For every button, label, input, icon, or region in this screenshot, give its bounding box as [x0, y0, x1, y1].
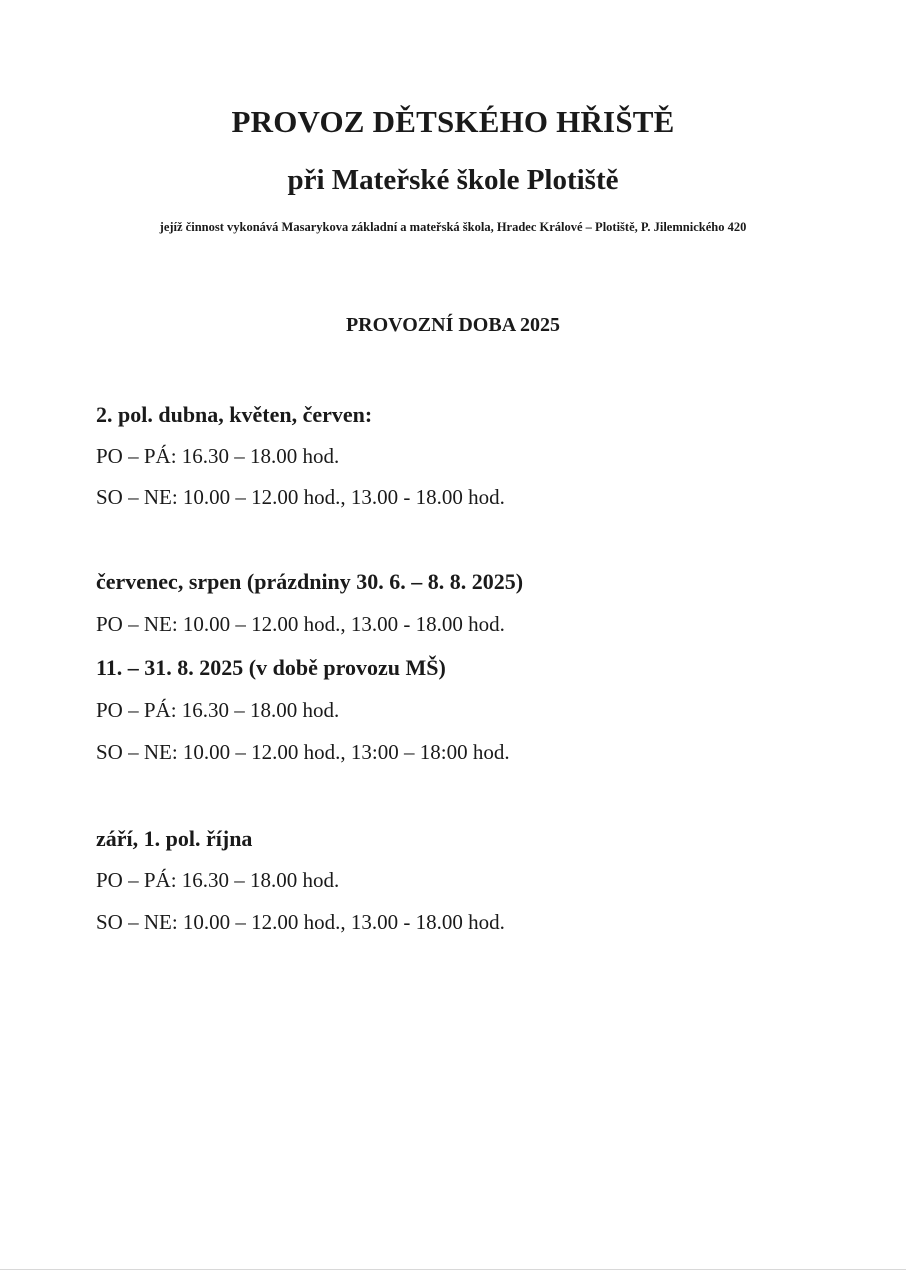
hours-line: SO – NE: 10.00 – 12.00 hod., 13.00 - 18.00 hod. — [96, 910, 505, 934]
hours-line: PO – PÁ: 16.30 – 18.00 hod. — [96, 698, 340, 722]
opening-hours-heading: PROVOZNÍ DOBA 2025 — [345, 314, 561, 336]
operator-note: jejíž činnost vykonává Masarykova základní a mateřská škola, Hradec Králové – Plotiště, P. Jilemnického 420 — [159, 220, 747, 234]
hours-line: PO – NE: 10.00 – 12.00 hod., 13.00 - 18.00 hod. — [96, 612, 505, 636]
hours-line: PO – PÁ: 16.30 – 18.00 hod. — [96, 868, 340, 892]
hours-line: SO – NE: 10.00 – 12.00 hod., 13.00 - 18.00 hod. — [96, 485, 505, 509]
page-edge-rule — [0, 1269, 906, 1270]
section-heading-summer-holidays: červenec, srpen (prázdniny 30. 6. – 8. 8. 2025) — [96, 569, 524, 594]
hours-line: SO – NE: 10.00 – 12.00 hod., 13:00 – 18:00 hod. — [96, 740, 510, 764]
section-heading-late-august: 11. – 31. 8. 2025 (v době provozu MŠ) — [96, 655, 446, 680]
page-title: PROVOZ DĚTSKÉHO HŘIŠTĚ — [231, 104, 675, 139]
page-subtitle: při Mateřské škole Plotiště — [287, 164, 619, 196]
hours-line: PO – PÁ: 16.30 – 18.00 hod. — [96, 444, 340, 468]
section-heading-spring: 2. pol. dubna, květen, červen: — [96, 402, 373, 427]
section-heading-autumn: září, 1. pol. října — [96, 826, 253, 851]
